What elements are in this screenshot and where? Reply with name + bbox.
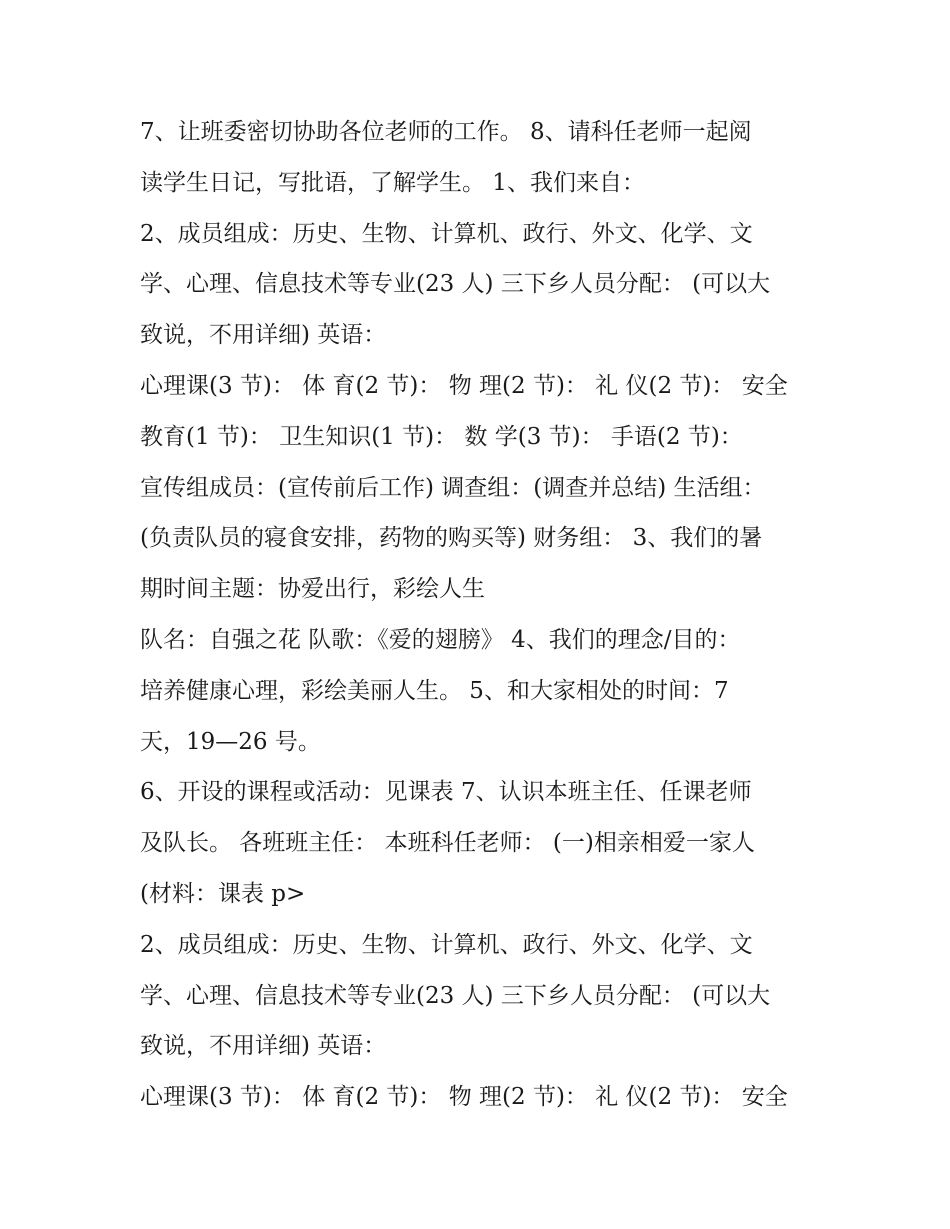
text-line: 致说，不用详细) 英语： xyxy=(140,322,387,349)
text-line: (材料：课表 p> xyxy=(140,880,306,907)
text-line: 心理课(3 节)： 体 育(2 节)： 物 理(2 节)： 礼 仪(2 节)： 安全 xyxy=(140,1084,788,1111)
text-line: 及队长。 各班班主任： 本班科任老师： (一)相亲相爱一家人 xyxy=(140,830,755,857)
document-body xyxy=(140,107,812,1123)
text-line: 天，19—26 号。 xyxy=(140,728,321,755)
text-line: 队名：自强之花 队歌：《爱的翅膀》 4、我们的理念/目的： xyxy=(140,626,741,653)
text-line: 学、心理、信息技术等专业(23 人) 三下乡人员分配： (可以大 xyxy=(140,271,771,298)
text-line: 心理课(3 节)： 体 育(2 节)： 物 理(2 节)： 礼 仪(2 节)： 安全 xyxy=(140,372,788,399)
text-line: 宣传组成员：(宣传前后工作) 调查组：(调查并总结) 生活组： xyxy=(140,474,766,501)
text-line: 7、让班委密切协助各位老师的工作。 8、请科任老师一起阅 xyxy=(140,119,752,145)
text-line: (负责队员的寝食安排，药物的购买等) 财务组： 3、我们的暑 xyxy=(140,525,763,552)
text-line: 培养健康心理，彩绘美丽人生。 5、和大家相处的时间：7 xyxy=(140,677,729,704)
text-line: 2、成员组成：历史、生物、计算机、政行、外文、化学、文 xyxy=(140,931,753,958)
text-line: 学、心理、信息技术等专业(23 人) 三下乡人员分配： (可以大 xyxy=(140,982,771,1009)
text-line: 读学生日记，写批语，了解学生。 1、我们来自： xyxy=(140,169,645,196)
text-line: 教育(1 节)： 卫生知识(1 节)： 数 学(3 节)： 手语(2 节)： xyxy=(140,423,743,450)
text-line: 致说，不用详细) 英语： xyxy=(140,1033,387,1060)
text-line: 6、开设的课程或活动：见课表 7、认识本班主任、任课老师 xyxy=(140,779,752,806)
text-line: 2、成员组成：历史、生物、计算机、政行、外文、化学、文 xyxy=(140,220,753,247)
text-line: 期时间主题：协爱出行，彩绘人生 xyxy=(140,576,485,603)
